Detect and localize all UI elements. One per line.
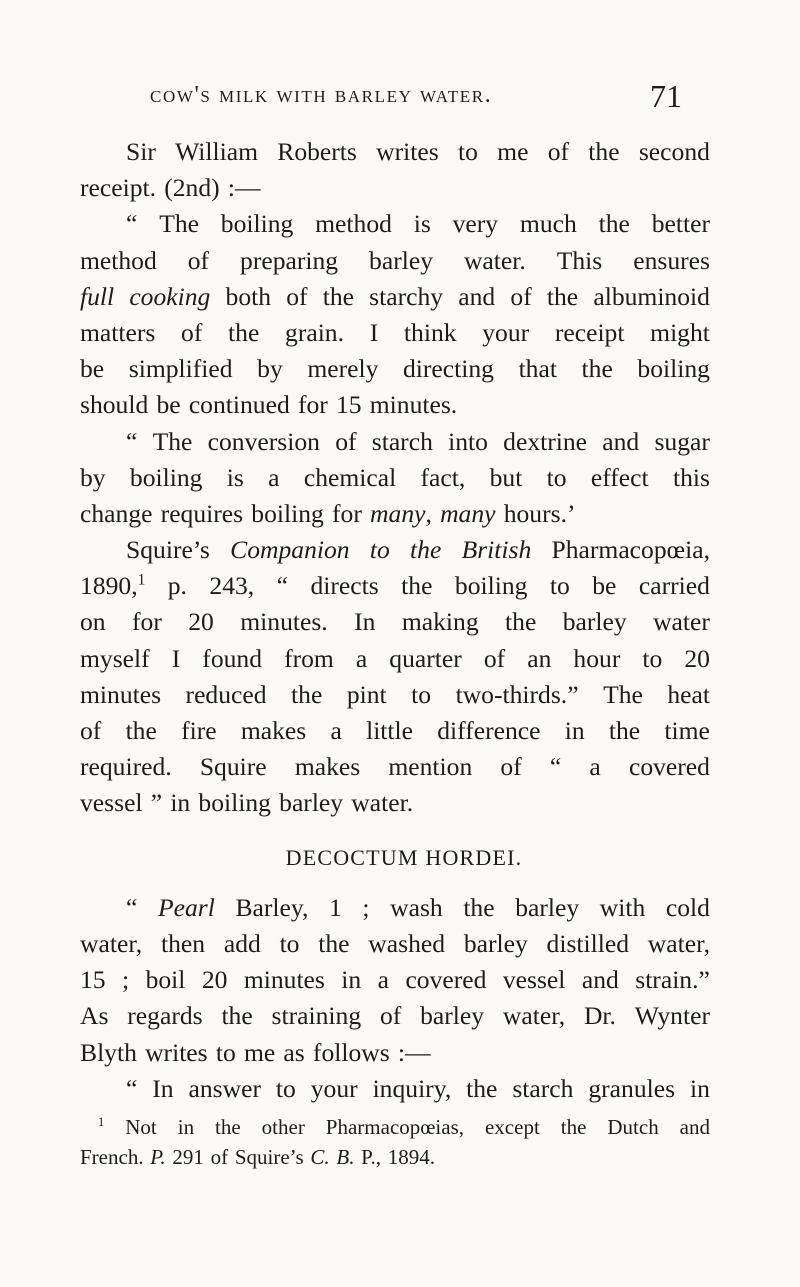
word: in [564, 716, 585, 745]
word: both [225, 281, 272, 311]
word: for [297, 390, 328, 420]
text-line [80, 785, 710, 821]
word: in [170, 788, 191, 818]
word: for [132, 607, 162, 637]
text-line [80, 568, 710, 604]
word: Squire’s [234, 1145, 304, 1169]
word: and [581, 965, 619, 995]
word: As [80, 1001, 109, 1031]
word: little [366, 716, 413, 745]
word: the [215, 1115, 241, 1139]
word: Not [125, 1115, 157, 1139]
word: of [379, 1001, 402, 1031]
word: Blyth [80, 1037, 137, 1067]
text-line [80, 998, 710, 1034]
word: of [483, 643, 506, 673]
word: directing [403, 354, 494, 384]
text-line [80, 749, 710, 785]
word: 1894. [387, 1145, 435, 1169]
word: B. [336, 1145, 355, 1169]
word: straining [271, 1001, 362, 1031]
word: be [592, 571, 617, 601]
word: vessel [502, 965, 566, 995]
word: 20 [201, 965, 228, 995]
word: ” [150, 788, 163, 818]
word: as [283, 1037, 305, 1067]
word: Pharmacopœia, [551, 535, 710, 565]
word: 15 [80, 965, 106, 995]
word: p. [167, 571, 187, 601]
word: of [335, 426, 357, 456]
word: 243, [209, 571, 255, 601]
word: Pearl [157, 892, 215, 922]
word: to [411, 679, 432, 709]
text-line [80, 206, 710, 242]
word: water. [463, 245, 526, 275]
footnote-line [80, 1112, 710, 1142]
page-header [0, 78, 800, 118]
word: boiling [454, 571, 528, 601]
word: the [228, 317, 260, 347]
word: that [518, 354, 557, 384]
word: from [284, 643, 334, 673]
word: strain.” [635, 965, 710, 995]
word: hours.’ [503, 498, 576, 528]
word: directs [310, 571, 379, 601]
word: Roberts [277, 137, 357, 166]
word: preparing [240, 245, 339, 275]
word: a [268, 462, 280, 492]
word: makes [240, 716, 307, 745]
word: two-thirds.” [455, 679, 579, 709]
word: of [500, 752, 522, 782]
word: I [369, 317, 379, 347]
word: starch [371, 426, 433, 456]
word: covered [628, 752, 710, 782]
word: required. [80, 752, 172, 782]
word: of [286, 281, 308, 311]
word: dextrine [503, 426, 588, 456]
word: makes [294, 752, 361, 782]
word: Dr. [583, 1001, 616, 1031]
word: the [608, 716, 641, 745]
word: be [156, 390, 181, 420]
word: full [80, 281, 115, 311]
word: French. [80, 1145, 144, 1169]
word: ensures [633, 245, 710, 275]
word: water, [502, 1001, 566, 1031]
word: a [589, 752, 601, 782]
word: water, [647, 928, 710, 958]
word: This [556, 245, 603, 275]
word: starchy [369, 281, 444, 311]
word: in [689, 1073, 710, 1103]
word: effect [590, 462, 649, 492]
word: (2nd) [164, 173, 220, 203]
word: should [80, 390, 149, 420]
word: The [603, 679, 643, 709]
word: barley [279, 788, 344, 818]
word: minutes. [369, 390, 458, 420]
word: into [448, 426, 488, 456]
word: conversion [207, 426, 320, 456]
word: to [275, 1073, 296, 1103]
word: boiling [129, 462, 203, 492]
word: In [354, 607, 376, 637]
word: in [341, 965, 362, 995]
word: answer [188, 1073, 261, 1103]
word: mention [388, 752, 473, 782]
word: minutes [243, 965, 325, 995]
text-line [80, 243, 710, 279]
word: 1 [329, 892, 342, 922]
word: a [377, 965, 390, 995]
word: water [653, 607, 710, 637]
word: the [318, 928, 350, 958]
page-number: 71 [650, 78, 682, 114]
word: to [457, 137, 478, 166]
word: the [598, 209, 630, 239]
word: sugar [654, 426, 710, 456]
word: C. [310, 1145, 330, 1169]
word: the [463, 892, 495, 922]
word: very [452, 209, 499, 239]
word: regards [127, 1001, 203, 1031]
word: difference [437, 716, 541, 745]
word: boiling [251, 498, 324, 528]
word: many [440, 498, 496, 528]
word: is [226, 462, 244, 492]
text-line [80, 134, 710, 170]
word: minutes. [240, 607, 328, 637]
word: the [291, 679, 323, 709]
word: this [672, 462, 710, 492]
section-heading: DECOCTUM HORDEI. [285, 844, 523, 870]
footnote-line [80, 1142, 710, 1172]
text-line [80, 962, 710, 998]
word: the [401, 571, 433, 601]
word: “ [549, 752, 562, 782]
word: much [519, 209, 577, 239]
word: “ [126, 426, 138, 456]
word: to [549, 571, 570, 601]
word: making [401, 607, 479, 637]
word: albuminoid [593, 281, 710, 311]
word: Barley, [235, 892, 309, 922]
word: pint [346, 679, 387, 709]
word: writes [376, 137, 439, 166]
word: vessel [80, 788, 143, 818]
word: on [80, 607, 106, 637]
word: fact, [420, 462, 466, 492]
word: a [330, 716, 342, 745]
text-line [80, 713, 710, 749]
word: “ [126, 1073, 138, 1103]
word: P., [361, 1145, 382, 1169]
word: me [497, 137, 529, 166]
word: receipt [554, 317, 625, 347]
word: water. [351, 788, 414, 818]
word: many, [370, 498, 432, 528]
text-line [80, 1035, 710, 1071]
word: chemical [303, 462, 397, 492]
word: writes [145, 1037, 208, 1067]
word: “ [126, 892, 138, 922]
text-line [80, 1071, 710, 1107]
word: cooking [129, 281, 211, 311]
text-line [80, 641, 710, 677]
word: Wynter [634, 1001, 710, 1031]
word: distilled [546, 928, 630, 958]
word: quarter [389, 643, 462, 673]
word: the [410, 535, 442, 565]
word: to [546, 462, 567, 492]
word: barley [463, 928, 528, 958]
word: covered [405, 965, 487, 995]
word: then [160, 928, 206, 958]
word: myself [80, 643, 150, 673]
word: matters [80, 317, 156, 347]
word: 291 [172, 1145, 204, 1169]
word: a [355, 643, 368, 673]
word: of [181, 317, 203, 347]
word: the [581, 354, 613, 384]
text-line [80, 532, 710, 568]
word: by [257, 354, 283, 384]
word: wash [390, 892, 443, 922]
word: ; [122, 965, 130, 995]
word: might [650, 317, 710, 347]
word: of [80, 716, 102, 745]
word: to [369, 535, 390, 565]
word: add [223, 928, 261, 958]
word: boiling [220, 209, 294, 239]
word: me [243, 1037, 276, 1067]
word: the [505, 607, 537, 637]
text-line [80, 926, 710, 962]
text-line [80, 460, 710, 496]
word: ; [362, 892, 370, 922]
word: the [221, 1001, 253, 1031]
word: William [175, 137, 258, 166]
text-line [80, 604, 710, 640]
text-line [80, 677, 710, 713]
text-line [80, 170, 710, 206]
word: reduced [185, 679, 267, 709]
word: The [152, 426, 193, 456]
word: heat [667, 679, 710, 709]
word: barley [369, 245, 433, 275]
word: of [210, 1145, 229, 1169]
word: cold [665, 892, 710, 922]
word: minutes [80, 679, 162, 709]
word: but [489, 462, 523, 492]
word: of [547, 137, 570, 166]
word: of [187, 245, 210, 275]
word: boiling [637, 354, 710, 384]
word: by [80, 462, 106, 492]
word: boiling [198, 788, 271, 818]
text-line [80, 351, 710, 387]
word: in [177, 1115, 195, 1139]
word: The [159, 209, 199, 239]
word: starch [512, 1073, 574, 1103]
word: the [125, 716, 157, 745]
word: except [484, 1115, 540, 1139]
word: time [664, 716, 710, 745]
text-line [80, 315, 710, 351]
word: 20 [188, 607, 214, 637]
word: method [315, 209, 392, 239]
word: In [152, 1073, 174, 1103]
text-line [80, 890, 710, 926]
word: washed [368, 928, 446, 958]
word: Squire [199, 752, 267, 782]
word: second [638, 137, 710, 166]
word: follows [312, 1037, 390, 1067]
word: 1890,$^1$ [80, 571, 146, 601]
word: granules [588, 1073, 676, 1103]
word: is [413, 209, 431, 239]
word: simplified [128, 354, 233, 384]
word: merely [307, 354, 379, 384]
word: British [461, 535, 532, 565]
word: an [527, 643, 552, 673]
word: and [602, 426, 640, 456]
word: 20 [684, 643, 710, 673]
word: grain. [285, 317, 345, 347]
word: :— [227, 173, 261, 203]
word: Squire’s [126, 535, 210, 565]
word: hour [573, 643, 621, 673]
word: your [310, 1073, 358, 1103]
word: Dutch [607, 1115, 659, 1139]
text-line [80, 279, 710, 315]
word: with [599, 892, 646, 922]
word: barley [562, 607, 627, 637]
word: think [403, 317, 457, 347]
word: requires [160, 498, 244, 528]
word: Companion [230, 535, 350, 565]
text-line [80, 424, 710, 460]
word: continued [188, 390, 290, 420]
word: “ [126, 209, 138, 239]
word: for [332, 498, 362, 528]
word: receipt. [80, 173, 157, 203]
word: barley [515, 892, 580, 922]
word: the [560, 1115, 587, 1139]
word: better [651, 209, 710, 239]
word: and [679, 1115, 710, 1139]
word: :— [397, 1037, 431, 1067]
word: method [80, 245, 157, 275]
word: 1 [98, 1115, 105, 1129]
word: be [80, 354, 105, 384]
word: the [322, 281, 354, 311]
word: the [466, 1073, 498, 1103]
word: of [510, 281, 532, 311]
word: and [458, 281, 496, 311]
word: found [202, 643, 263, 673]
footnotes [80, 1112, 710, 1172]
word: to [642, 643, 663, 673]
word: “ [276, 571, 289, 601]
word: barley [420, 1001, 485, 1031]
text-line [80, 496, 710, 532]
word: your [482, 317, 530, 347]
word: other [261, 1115, 305, 1139]
word: fire [181, 716, 217, 745]
body-text [80, 134, 710, 1107]
word: the [588, 137, 620, 166]
word: carried [638, 571, 710, 601]
text-line [80, 387, 710, 423]
word: to [215, 1037, 236, 1067]
word: 15 [335, 390, 362, 420]
word: Sir [126, 137, 156, 166]
word: to [279, 928, 300, 958]
word: Pharmacopœias, [325, 1115, 465, 1139]
running-head: cow's milk with barley water. [150, 82, 493, 108]
word: change [80, 498, 153, 528]
word: boil [145, 965, 186, 995]
word: water, [80, 928, 143, 958]
word: P. [150, 1145, 166, 1169]
word: the [546, 281, 579, 311]
word: I [171, 643, 181, 673]
word: inquiry, [372, 1073, 452, 1103]
